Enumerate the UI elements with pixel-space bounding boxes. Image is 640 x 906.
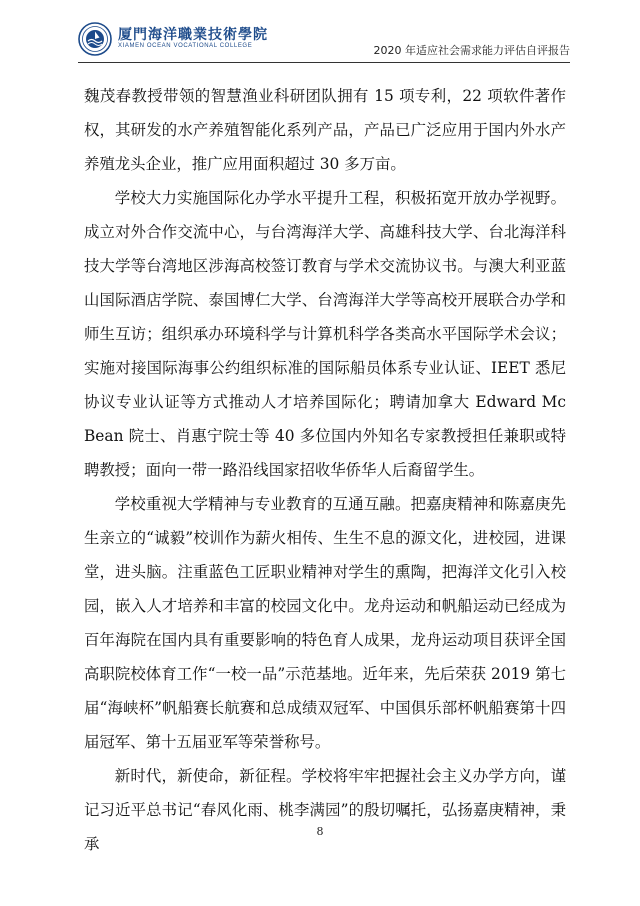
paragraph-new-era: 新时代，新使命，新征程。学校将牢牢把握社会主义办学方向，谨记习近平总书记“春风化雨、桃李满园”的殷切嘱托，弘扬嘉庚精神，秉承: [84, 767, 566, 853]
paragraph-research-team: 魏茂春教授带领的智慧渔业科研团队拥有 15 项专利，22 项软件著作权，其研发的水产养殖智能化系列产品，产品已广泛应用于国内外水产养殖龙头企业，推广应用面积超过 30 多万亩。: [84, 87, 566, 173]
report-title: 2020 年适应社会需求能力评估自评报告: [373, 44, 570, 57]
college-logo-text: 厦門海洋職業技術學院: [118, 27, 268, 43]
header-divider: [78, 62, 570, 63]
paragraph-campus-culture: 学校重视大学精神与专业教育的互通互融。把嘉庚精神和陈嘉庚先生亲立的“诚毅”校训作为薪火相传、生生不息的源文化，进校园，进课堂，进头脑。注重蓝色工匠职业精神对学生的熏陶，把海洋文化引入校园，嵌入人才培养和丰富的校园文化中。龙舟运动和帆船运动已经成为百年海院在国内具有重要影响的特色育人成果，龙舟运动项目获评全国高职院校体育工作“一校一品”示范基地。近年来，先后荣获 2019 第七届“海峡杯”帆船赛长航赛和总成绩双冠军、中国俱乐部杯帆船赛第十四届冠军、第十五届亚军等荣誉称号。: [84, 495, 566, 751]
page-header: [78, 20, 570, 62]
college-logo-english: XIAMEN OCEAN VOCATIONAL COLLEGE: [118, 43, 253, 49]
paragraph-internationalization: 学校大力实施国际化办学水平提升工程，积极拓宽开放办学视野。成立对外合作交流中心，与台湾海洋大学、高雄科技大学、台北海洋科技大学等台湾地区涉海高校签订教育与学术交流协议书。与澳大利亚蓝山国际酒店学院、泰国博仁大学、台湾海洋大学等高校开展联合办学和师生互访；组织承办环境科学与计算机科学各类高水平国际学术会议；实施对接国际海事公约组织标准的国际船员体系专业认证、IEET 悉尼协议专业认证等方式推动人才培养国际化；聘请加拿大 Edward Mc Bean 院士、肖惠宁院士等 40 多位国内外知名专家教授担任兼职或特聘教授；面向一带一路沿线国家招收华侨华人后裔留学生。: [84, 189, 566, 479]
document-body: [84, 79, 566, 861]
page-number: 8: [316, 825, 324, 838]
college-seal-icon: [78, 22, 112, 56]
